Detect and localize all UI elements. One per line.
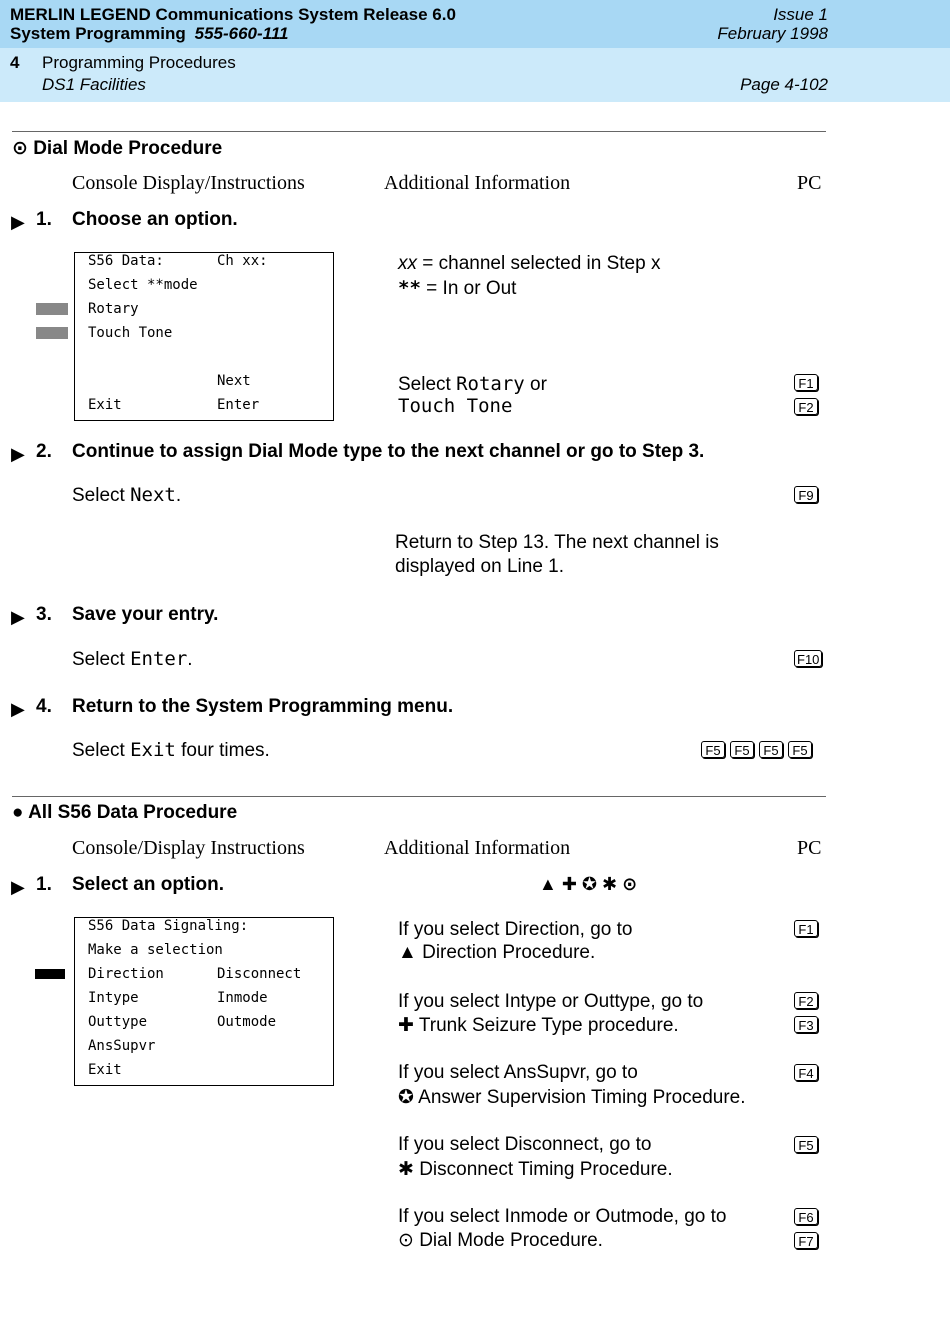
screen-option-next[interactable]: Next [217,373,251,389]
console-screen [74,917,334,1086]
screen-option-anssupvr[interactable]: AnsSupvr [88,1038,156,1054]
screen-option-touch-tone[interactable]: Touch Tone [88,325,173,341]
issue-date: February 1998 [717,24,828,43]
doc-number: 555-660-111 [194,24,289,43]
info-item-line2: ✱ Disconnect Timing Procedure. [398,1159,673,1180]
issue: Issue 1 [773,5,828,24]
screen-option-intype[interactable]: Intype [88,990,139,1006]
doc-title: MERLIN LEGEND Communications System Release 6.0 [10,5,456,24]
step-number: 4. [36,696,52,717]
button-indicator [36,327,68,339]
f5-key-sequence [701,741,812,758]
console-screen [74,252,334,421]
step-text: Continue to assign Dial Mode type to the next channel or go to Step 3. [72,441,705,462]
page-number: Page 4-102 [740,75,828,94]
screen-option-outtype[interactable]: Outtype [88,1014,148,1030]
dotted-circle-icon: ⊙ [398,1230,414,1251]
all-s56-title: ● All S56 Data Procedure [12,802,238,823]
step-number: 2. [36,441,52,462]
step-number: 1. [36,874,52,895]
screen-option-rotary[interactable]: Rotary [88,301,139,317]
step-arrow-icon: ▶ [11,607,25,627]
info-stars: ** = In or Out [398,277,517,299]
doc-subtitle: System Programming 555-660-111 [10,24,289,43]
screen-option-outmode[interactable]: Outmode [217,1014,277,1030]
info-item-line1: If you select Intype or Outtype, go to [398,991,704,1012]
f4-key[interactable]: F4 [794,1064,818,1083]
screen-line: Make a selection [88,942,223,958]
triangle-icon: ▲ [398,942,417,963]
col-console-heading: Console/Display Instructions [72,837,305,859]
info-return-line2: displayed on Line 1. [395,556,565,577]
procedure-symbols: ▲ ✚ ✪ ✱ ⊙ [539,874,638,894]
screen-line: S56 Data: [88,253,164,269]
f3-key[interactable]: F3 [794,1016,818,1035]
cross-icon: ✚ [398,1015,414,1036]
info-item-line1: If you select Direction, go to [398,919,633,940]
step-number: 1. [36,209,52,230]
info-xx: xx = channel selected in Step x [398,253,661,274]
step-arrow-icon: ▶ [11,444,25,464]
info-item-line1: If you select Disconnect, go to [398,1134,652,1155]
screen-option-exit[interactable]: Exit [88,397,122,413]
col-info-heading: Additional Information [384,172,571,194]
info-item-line2: ✪ Answer Supervision Timing Procedure. [398,1087,746,1108]
f5-key[interactable]: F5 [794,1136,818,1155]
f5-key[interactable]: F5 [788,741,812,758]
screen-option-inmode[interactable]: Inmode [217,990,268,1006]
f5-key[interactable]: F5 [730,741,754,758]
f2-key[interactable]: F2 [794,992,818,1011]
step-number: 3. [36,604,52,625]
step-text: Save your entry. [72,604,219,625]
screen-option-disconnect[interactable]: Disconnect [217,966,302,982]
button-indicator [35,969,65,979]
f6-key[interactable]: F6 [794,1208,818,1227]
col-console-heading: Console Display/Instructions [72,172,305,194]
ring-icon: ✪ [398,1087,414,1108]
section-rule [12,796,826,797]
screen-option-direction[interactable]: Direction [88,966,164,982]
info-item-line2: ✚ Trunk Seizure Type procedure. [398,1015,679,1036]
f1-key[interactable]: F1 [794,374,818,393]
section-title: DS1 Facilities [42,75,146,94]
screen-line: Select **mode [88,277,198,293]
col-info-heading: Additional Information [384,837,571,859]
f9-key[interactable]: F9 [794,486,818,505]
section-rule [12,131,826,132]
col-pc-heading: PC [797,172,822,194]
chapter-title: Programming Procedures [42,53,236,72]
info-return-line1: Return to Step 13. The next channel is [395,532,719,553]
f7-key[interactable]: F7 [794,1232,818,1251]
step-text: Return to the System Programming menu. [72,696,454,717]
screen-line: Ch xx: [217,253,268,269]
asterisk-icon: ✱ [398,1159,414,1180]
info-item-line2: ▲ Direction Procedure. [398,942,596,963]
step-text: Choose an option. [72,209,238,230]
f1-key[interactable]: F1 [794,920,818,939]
f5-key[interactable]: F5 [701,741,725,758]
select-exit-line: Select Exit four times. [72,739,270,761]
info-item-line1: If you select Inmode or Outmode, go to [398,1206,727,1227]
f10-key[interactable]: F10 [794,650,822,669]
screen-option-enter[interactable]: Enter [217,397,260,413]
button-indicator [36,303,68,315]
step-arrow-icon: ▶ [11,212,25,232]
screen-line: S56 Data Signaling: [88,918,249,934]
step-arrow-icon: ▶ [11,699,25,719]
select-rotary-line: Select Rotary or [398,373,547,395]
info-item-line2: ⊙ Dial Mode Procedure. [398,1230,603,1251]
select-enter-line: Select Enter. [72,648,193,670]
f5-key[interactable]: F5 [759,741,783,758]
step-arrow-icon: ▶ [11,877,25,897]
screen-option-exit[interactable]: Exit [88,1062,122,1078]
filled-circle-icon: ● [12,802,24,823]
chapter-number: 4 [10,53,20,72]
f2-key[interactable]: F2 [794,398,818,417]
select-next-line: Select Next. [72,484,182,506]
select-touch-tone-line: Touch Tone [398,395,513,417]
dotted-circle-icon: ⊙ [12,138,28,159]
dial-mode-title: ⊙ Dial Mode Procedure [12,138,223,159]
step-text: Select an option. [72,874,225,895]
col-pc-heading: PC [797,837,822,859]
info-item-line1: If you select AnsSupvr, go to [398,1062,638,1083]
